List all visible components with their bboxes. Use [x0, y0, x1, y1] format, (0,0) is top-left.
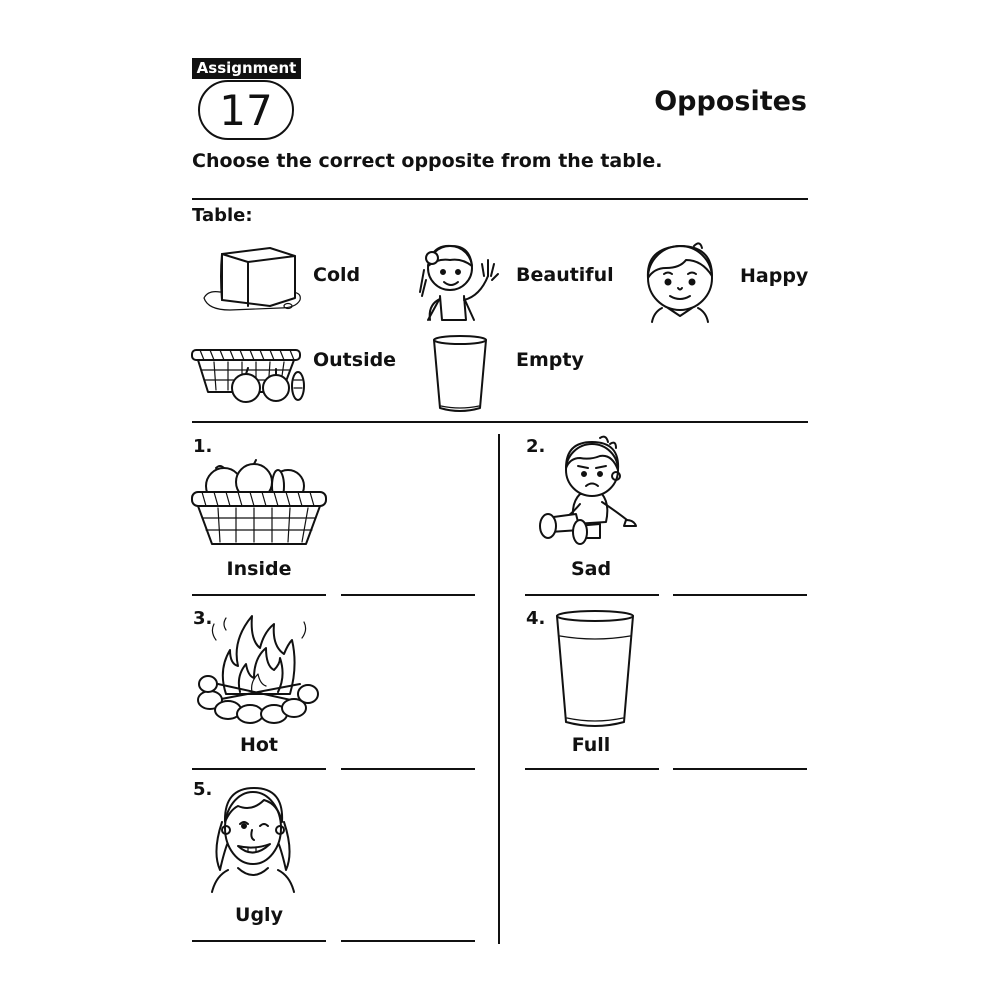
- exercise-word: Full: [571, 734, 611, 756]
- exercise-number: 2.: [526, 436, 546, 457]
- exercise-number: 3.: [193, 608, 213, 629]
- answer-line[interactable]: [673, 768, 807, 770]
- ugly-woman-icon: [208, 782, 298, 894]
- assignment-number: 17: [198, 80, 294, 140]
- underline: [192, 940, 326, 942]
- underline: [192, 768, 326, 770]
- fruits-outside-basket-icon: [190, 346, 308, 406]
- page-title: Opposites: [654, 86, 807, 117]
- exercise-word: Ugly: [235, 904, 283, 926]
- word-bank-item: Beautiful: [516, 264, 614, 286]
- word-bank-item: Outside: [313, 349, 397, 371]
- sad-boy-icon: [540, 434, 640, 546]
- full-glass-icon: [554, 608, 636, 730]
- underline: [525, 594, 659, 596]
- underline: [192, 594, 326, 596]
- ice-cube-icon: [200, 240, 310, 315]
- exercise-word: Sad: [570, 558, 612, 580]
- top-divider: [192, 198, 808, 200]
- word-bank-item: Happy: [740, 265, 809, 287]
- exercise-word: Hot: [239, 734, 279, 756]
- answer-line[interactable]: [341, 940, 475, 942]
- exercise-number: 4.: [526, 608, 546, 629]
- smiling-girl-icon: [410, 236, 500, 322]
- answer-line[interactable]: [341, 768, 475, 770]
- campfire-icon: [196, 610, 320, 726]
- exercise-word: Inside: [226, 558, 292, 580]
- word-bank-item: Empty: [516, 349, 584, 371]
- word-bank-item: Cold: [313, 264, 361, 286]
- answer-line[interactable]: [341, 594, 475, 596]
- middle-divider: [192, 421, 808, 423]
- exercise-number: 5.: [193, 779, 213, 800]
- empty-glass-icon: [431, 334, 489, 414]
- assignment-badge: Assignment: [192, 58, 301, 79]
- instruction-text: Choose the correct opposite from the table.: [192, 150, 663, 172]
- underline: [525, 768, 659, 770]
- answer-line[interactable]: [673, 594, 807, 596]
- happy-child-icon: [640, 238, 720, 322]
- word-bank-label: Table:: [192, 205, 253, 226]
- fruit-basket-icon: [190, 464, 330, 548]
- column-divider: [498, 434, 500, 944]
- exercise-number: 1.: [193, 436, 213, 457]
